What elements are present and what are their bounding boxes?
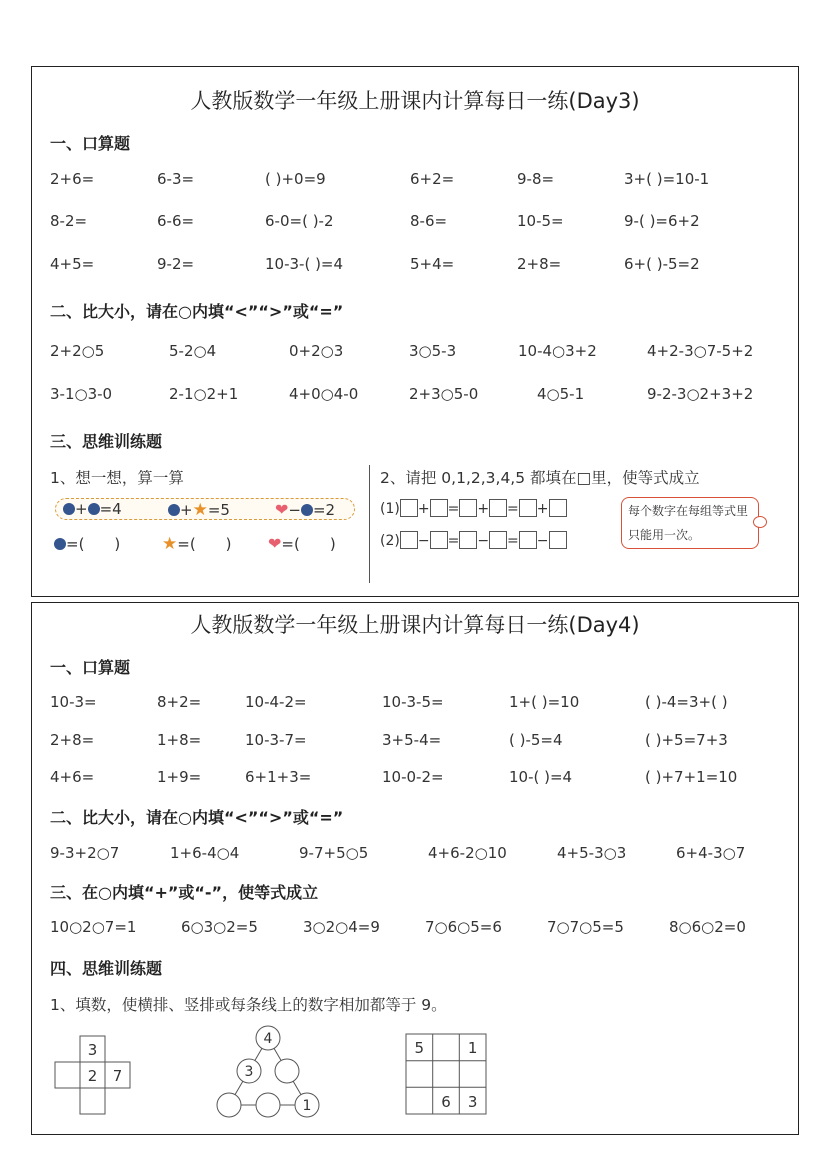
- answer-star: ★=( ): [162, 534, 232, 554]
- problem: 2+3○5-0: [409, 385, 479, 403]
- problem: 10-( )=4: [509, 768, 573, 786]
- problem: 2-1○2+1: [169, 385, 239, 403]
- problem: 2+2○5: [50, 342, 105, 360]
- problem: 9-8=: [517, 170, 555, 188]
- problem: 9-2-3○2+3+2: [647, 385, 754, 403]
- blank-box[interactable]: [430, 499, 448, 517]
- blank-box[interactable]: [400, 531, 418, 549]
- problem: 9-7+5○5: [299, 844, 369, 862]
- triangle-number: 1: [302, 1098, 312, 1114]
- grid-number: 1: [467, 1039, 478, 1057]
- problem: 1+8=: [157, 731, 202, 749]
- problem: 6+1+3=: [245, 768, 312, 786]
- cross-cell[interactable]: [80, 1088, 105, 1114]
- problem: 3-1○3-0: [50, 385, 113, 403]
- blank-box[interactable]: [549, 531, 567, 549]
- blank-box[interactable]: [489, 499, 507, 517]
- blank-box[interactable]: [430, 531, 448, 549]
- problem: 4+5-3○3: [557, 844, 627, 862]
- problem: 10○2○7=1: [50, 918, 137, 936]
- day3-section-thinking: 三、思维训练题: [50, 432, 163, 451]
- equation-dot-dot: + =4: [63, 500, 122, 518]
- cross-puzzle: [50, 1035, 135, 1117]
- problem: 6○3○2=5: [181, 918, 258, 936]
- answer-heart: ❤=( ): [268, 534, 336, 553]
- problem: 4+2-3○7-5+2: [647, 342, 754, 360]
- problem: 8-2=: [50, 212, 88, 230]
- day4-title: 人教版数学一年级上册课内计算每日一练(Day4): [190, 613, 640, 637]
- problem: 2+8=: [50, 731, 95, 749]
- problem: 10-0-2=: [382, 768, 444, 786]
- triangle-number: 4: [263, 1031, 273, 1047]
- blue-dot-icon: [168, 504, 180, 516]
- blue-dot-icon: [301, 504, 313, 516]
- day4-section-operators: 三、在○内填“+”或“-”，使等式成立: [50, 883, 319, 902]
- blank-box[interactable]: [519, 531, 537, 549]
- problem: 0+2○3: [289, 342, 344, 360]
- problem: 3+( )=10-1: [624, 170, 710, 188]
- grid-number: 5: [414, 1039, 425, 1057]
- problem: 10-5=: [517, 212, 564, 230]
- cross-number: 2: [87, 1067, 98, 1085]
- grid-number: 6: [441, 1093, 451, 1111]
- problem: 7○6○5=6: [425, 918, 502, 936]
- day3-title: 人教版数学一年级上册课内计算每日一练(Day3): [190, 89, 640, 113]
- equation-dot-star: +★=5: [168, 500, 230, 520]
- day4-section-compare: 二、比大小，请在○内填“<”“>”或“=”: [50, 808, 344, 827]
- problem: 4+6-2○10: [428, 844, 507, 862]
- problem: 9-2=: [157, 255, 195, 273]
- box-equation-2: (2) − = − = −: [380, 531, 567, 549]
- problem: 1+9=: [157, 768, 202, 786]
- problem: 6-3=: [157, 170, 195, 188]
- question-1: 1、填数，使横排、竖排或每条线上的数字相加都等于 9。: [50, 996, 447, 1014]
- problem: 3○2○4=9: [303, 918, 380, 936]
- problem: 9-3+2○7: [50, 844, 120, 862]
- problem: 6-6=: [157, 212, 195, 230]
- grid-number: 3: [467, 1093, 478, 1111]
- problem: 5-2○4: [169, 342, 217, 360]
- problem: 6+( )-5=2: [624, 255, 700, 273]
- problem: 6+2=: [410, 170, 455, 188]
- day3-section-compare: 二、比大小，请在○内填“<”“>”或“=”: [50, 302, 344, 321]
- blank-box[interactable]: [459, 531, 477, 549]
- triangle-node[interactable]: [275, 1059, 299, 1083]
- problem: 1+6-4○4: [170, 844, 240, 862]
- problem: 5+4=: [410, 255, 455, 273]
- problem: 10-3-7=: [245, 731, 307, 749]
- star-icon: ★: [162, 534, 178, 554]
- problem: ( )-4=3+( ): [645, 693, 728, 711]
- blank-box[interactable]: [400, 499, 418, 517]
- question-1: 1、想一想，算一算: [50, 469, 184, 487]
- problem: ( )+7+1=10: [645, 768, 738, 786]
- day4-section-oral: 一、口算题: [50, 658, 131, 677]
- problem: 8-6=: [410, 212, 448, 230]
- triangle-number: 3: [244, 1064, 254, 1080]
- equation-heart-dot: ❤− =2: [275, 500, 336, 519]
- problem: 10-4○3+2: [518, 342, 597, 360]
- triangle-node[interactable]: [217, 1093, 241, 1117]
- blue-dot-icon: [63, 503, 75, 515]
- problem: 8+2=: [157, 693, 202, 711]
- hint-note: 每个数字在每组等式里只能用一次。: [621, 497, 759, 549]
- day4-section-thinking: 四、思维训练题: [50, 959, 163, 978]
- problem: 7○7○5=5: [547, 918, 624, 936]
- heart-icon: ❤: [275, 500, 289, 519]
- problem: 10-3-5=: [382, 693, 444, 711]
- hint-bubble-tail: [753, 516, 767, 528]
- blank-box[interactable]: [549, 499, 567, 517]
- question-2: 2、请把 0,1,2,3,4,5 都填在□里，使等式成立: [380, 469, 700, 487]
- day3-section-oral: 一、口算题: [50, 134, 131, 153]
- cross-number: 7: [112, 1067, 123, 1085]
- problem: 4○5-1: [537, 385, 585, 403]
- problem: 4+0○4-0: [289, 385, 359, 403]
- problem: 10-3-( )=4: [265, 255, 344, 273]
- problem: 8○6○2=0: [669, 918, 746, 936]
- problem: 2+8=: [517, 255, 562, 273]
- blank-box[interactable]: [459, 499, 477, 517]
- problem: ( )+5=7+3: [645, 731, 728, 749]
- problem: 3○5-3: [409, 342, 457, 360]
- day4-worksheet: [31, 602, 799, 1135]
- day3-worksheet: [31, 66, 799, 597]
- problem: 10-3=: [50, 693, 97, 711]
- divider: [369, 465, 370, 583]
- star-icon: ★: [192, 500, 208, 520]
- blue-dot-icon: [88, 503, 100, 515]
- problem: 9-( )=6+2: [624, 212, 700, 230]
- blank-box[interactable]: [519, 499, 537, 517]
- problem: 3+5-4=: [382, 731, 442, 749]
- problem: 6+4-3○7: [676, 844, 746, 862]
- problem: 6-0=( )-2: [265, 212, 334, 230]
- answer-dot: =( ): [54, 533, 120, 554]
- box-equation-1: (1) + = + = +: [380, 499, 567, 517]
- cross-number: 3: [87, 1041, 98, 1059]
- triangle-puzzle: [212, 1023, 327, 1121]
- problem: 1+( )=10: [509, 693, 580, 711]
- grid-puzzle: [405, 1033, 489, 1117]
- problem: 4+6=: [50, 768, 95, 786]
- problem: 2+6=: [50, 170, 95, 188]
- triangle-node[interactable]: [256, 1093, 280, 1117]
- problem: ( )+0=9: [265, 170, 326, 188]
- cross-cell[interactable]: [55, 1062, 80, 1088]
- blank-box[interactable]: [489, 531, 507, 549]
- problem: 4+5=: [50, 255, 95, 273]
- problem: 10-4-2=: [245, 693, 307, 711]
- blue-dot-icon: [54, 538, 66, 550]
- problem: ( )-5=4: [509, 731, 563, 749]
- heart-icon: ❤: [268, 534, 282, 553]
